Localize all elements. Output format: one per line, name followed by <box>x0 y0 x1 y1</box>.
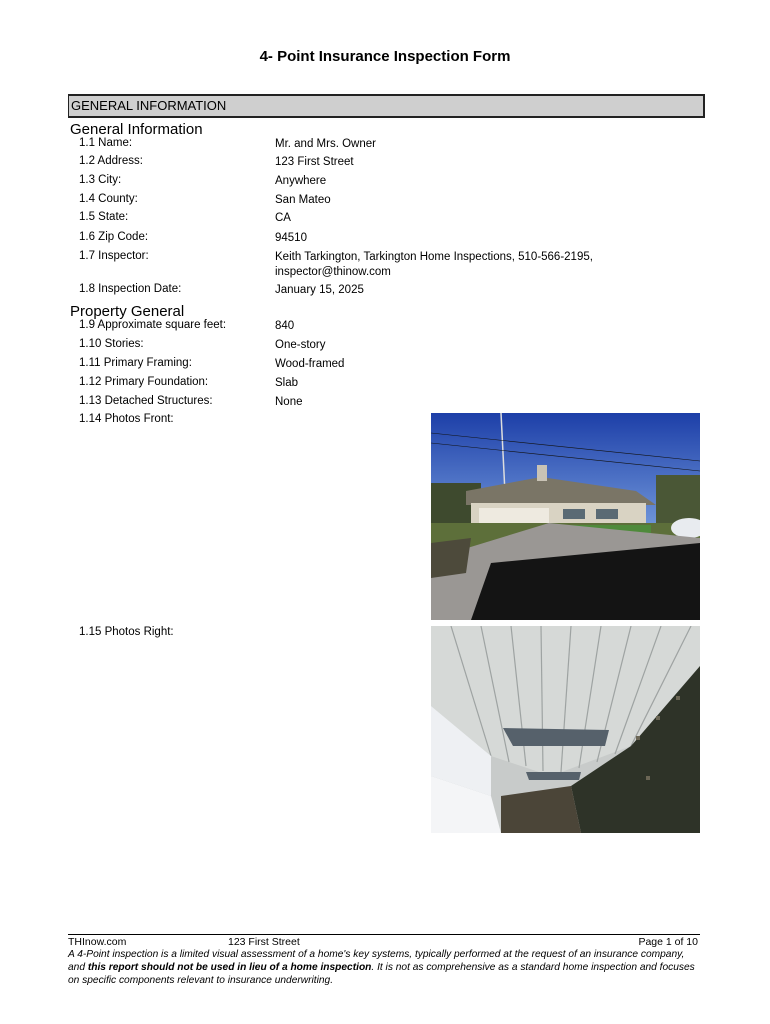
field-value: 840 <box>275 320 295 332</box>
field-label: 1.7 Inspector: <box>79 250 149 262</box>
field-label: 1.10 Stories: <box>79 338 144 350</box>
footer-disclaimer <box>68 948 704 987</box>
footer-site: THInow.com <box>68 936 127 948</box>
footer-divider <box>68 934 700 935</box>
disclaimer-bold-text: this report should not be used in lieu of a home inspection <box>87 962 372 973</box>
footer-page-number: Page 1 of 10 <box>638 936 698 948</box>
field-label: 1.2 Address: <box>79 155 143 167</box>
field-label: 1.1 Name: <box>79 137 133 149</box>
field-value <box>275 250 615 280</box>
field-label: 1.13 Detached Structures: <box>79 395 213 407</box>
disclaimer-text-2: . It is not as comprehensive as a standard home inspection and focuses on specific components relevant to insurance underwriting. <box>68 962 695 986</box>
field-label: 1.14 Photos Front: <box>79 413 174 425</box>
field-value: Mr. and Mrs. Owner <box>275 138 376 150</box>
field-label: 1.15 Photos Right: <box>79 626 174 638</box>
right-side-photo <box>431 626 700 833</box>
field-label: 1.9 Approximate square feet: <box>79 319 227 331</box>
disclaimer-text-1: A 4-Point inspection is a limited visual assessment of a home's key systems, typically performed at the request of an insurance company, and <box>68 949 685 973</box>
field-label: 1.8 Inspection Date: <box>79 283 182 295</box>
field-label: 1.12 Primary Foundation: <box>79 376 209 388</box>
field-value: Wood-framed <box>275 358 345 370</box>
field-value: 94510 <box>275 232 307 244</box>
field-label: 1.11 Primary Framing: <box>79 357 192 369</box>
field-value: San Mateo <box>275 194 331 206</box>
field-label: 1.3 City: <box>79 174 122 186</box>
field-value: One-story <box>275 339 326 351</box>
footer-address: 123 First Street <box>228 936 300 948</box>
field-value: Slab <box>275 377 299 389</box>
document-title: 4- Point Insurance Inspection Form <box>259 48 511 65</box>
field-label: 1.4 County: <box>79 193 138 205</box>
inspector-email: inspector@thinow.com <box>275 266 391 278</box>
field-value: CA <box>275 212 291 224</box>
field-value: Anywhere <box>275 175 327 187</box>
field-value: January 15, 2025 <box>275 284 364 296</box>
property-general-heading: Property General <box>70 303 185 320</box>
field-label: 1.6 Zip Code: <box>79 231 149 243</box>
general-information-heading: General Information <box>70 121 203 138</box>
field-label: 1.5 State: <box>79 211 129 223</box>
field-value: None <box>275 396 303 408</box>
section-header-general-information: GENERAL INFORMATION <box>68 94 705 118</box>
inspector-line-1: Keith Tarkington, Tarkington Home Inspections, 510-566-2195, <box>275 251 593 263</box>
front-photo <box>431 413 700 620</box>
field-value: 123 First Street <box>275 156 354 168</box>
